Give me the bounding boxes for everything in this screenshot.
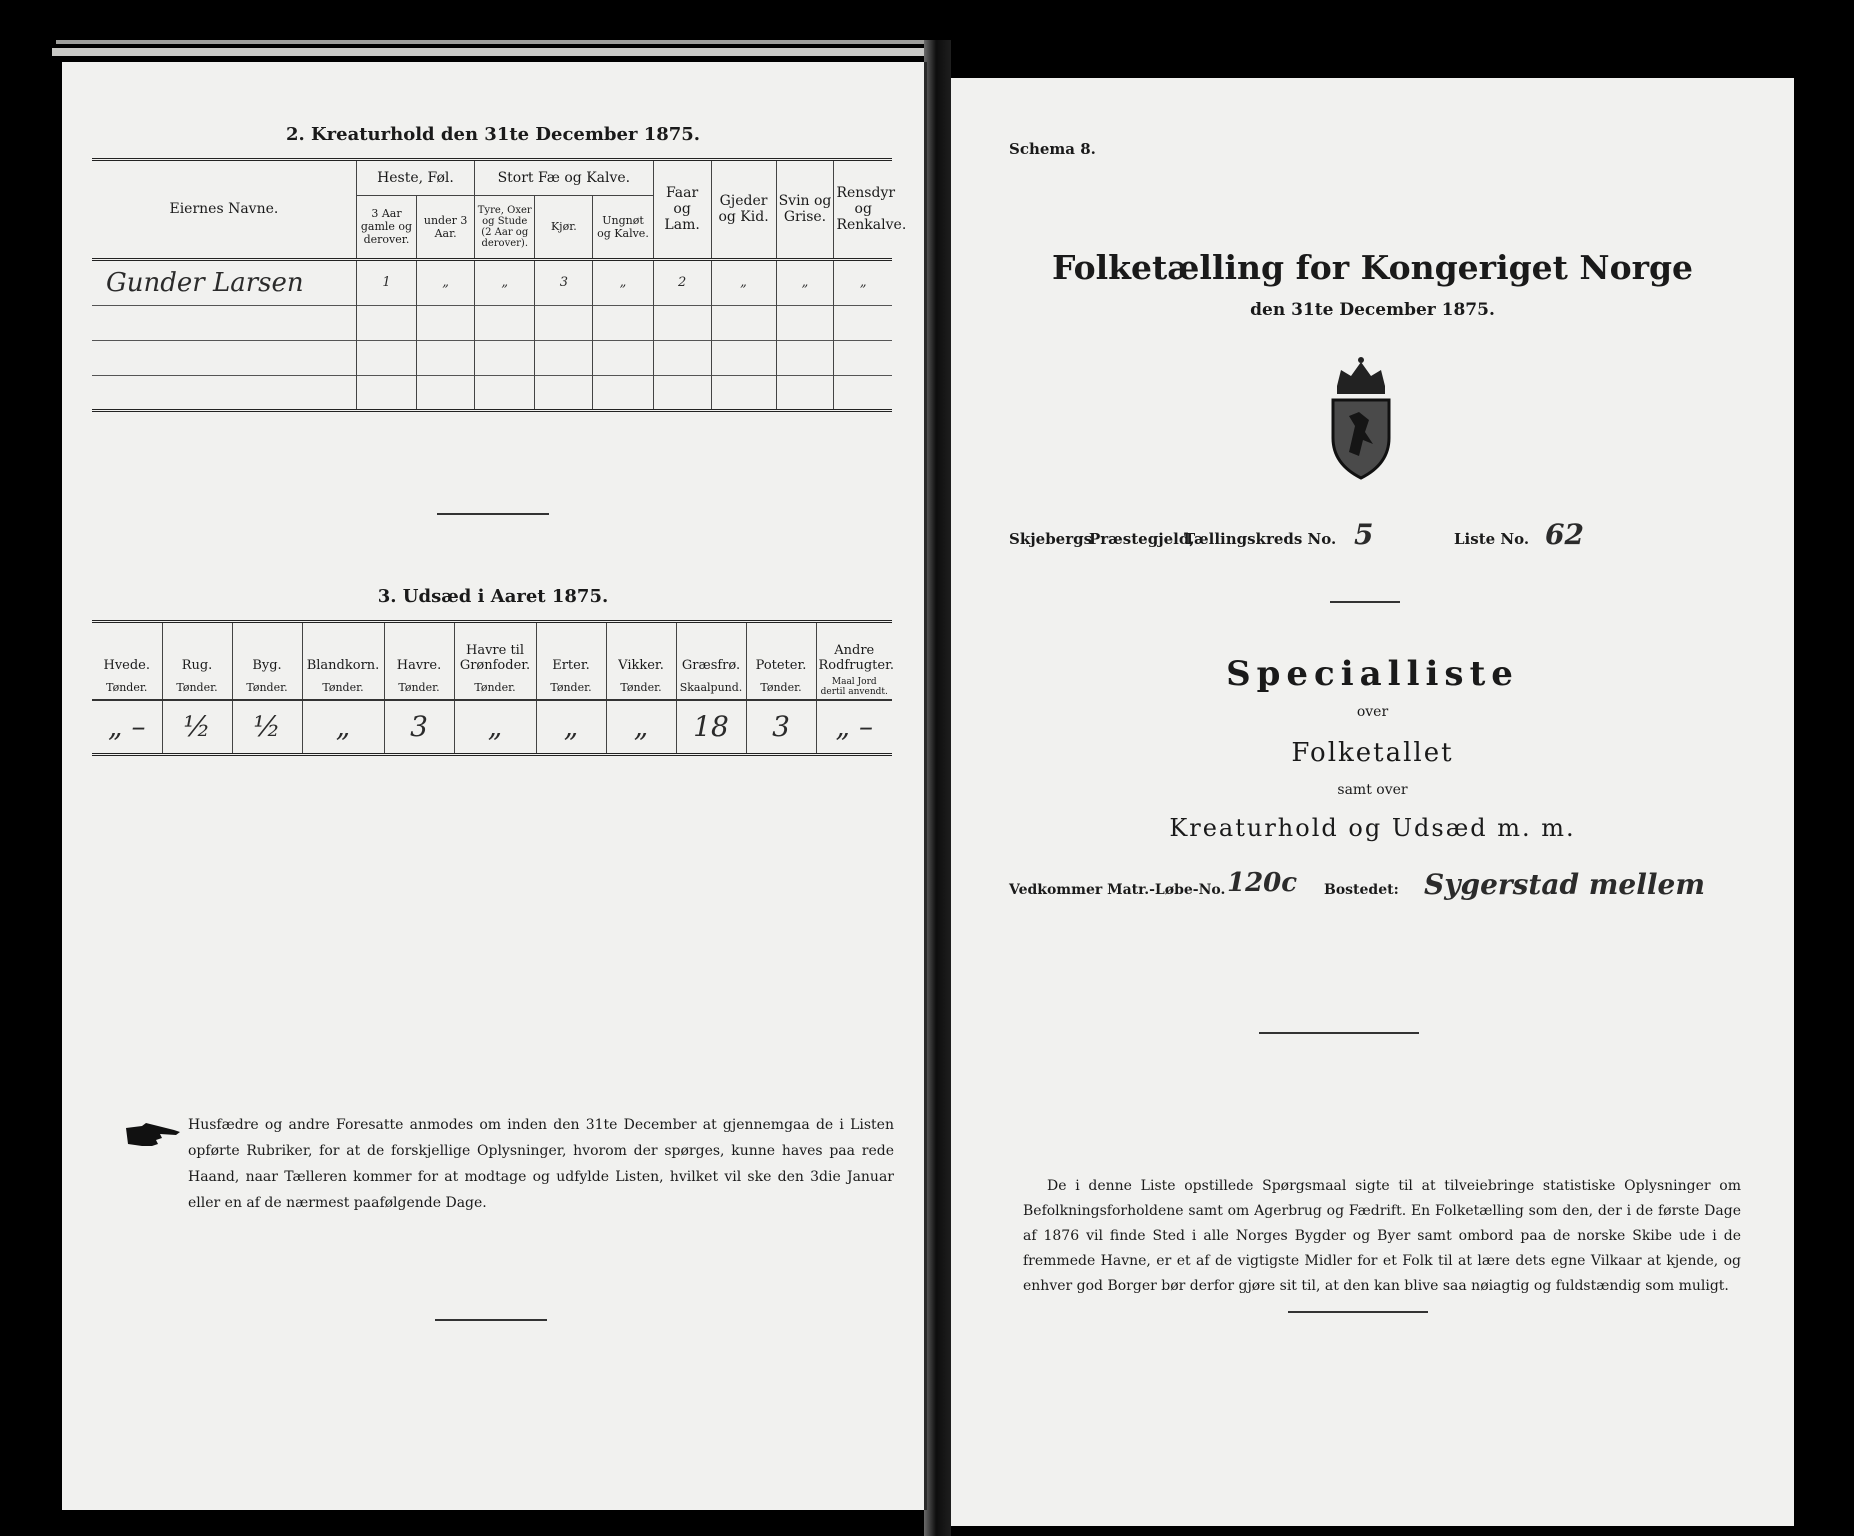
- document-subtitle: den 31te December 1875.: [1250, 300, 1495, 320]
- sowing-value: 3: [746, 700, 816, 754]
- table-row: [92, 375, 892, 410]
- book-spine: [924, 40, 951, 1536]
- sowing-value: „: [606, 700, 676, 754]
- matr-label: Vedkommer Matr.-Løbe-No.: [1009, 882, 1226, 898]
- goats-value: „: [711, 259, 776, 305]
- footer-text: De i denne Liste opstillede Spørgsmaal sigte til at tilveiebringe statistiske Oplysninger om Befolkningsforholdene samt om Agerbrug og Fædrift. En Folketælling som den, der i de første Dage af 1876 vil finde Sted i alle Norges Bygder og Byer samt ombord paa de norske Skibe ude i de fremmede Havne, er et af de vigtigste Midler for et Folk til at lære dets egne Vilkaar at kjende, og enhver god Borger bør derfor gjøre sit til, at den kan blive saa nøiagtig og fuldstændig som muligt.: [1023, 1178, 1741, 1294]
- horses-3plus-header: 3 Aar gamle og derover.: [356, 195, 416, 259]
- sowing-unit: Skaalpund.: [676, 675, 746, 700]
- young-cattle-value: „: [593, 259, 653, 305]
- sowing-header: Havre.: [384, 623, 454, 675]
- sowing-value: 18: [676, 700, 746, 754]
- matr-line: [1009, 868, 1769, 912]
- right-page: [951, 78, 1794, 1526]
- sowing-value: „: [536, 700, 606, 754]
- sowing-unit: Tønder.: [606, 675, 676, 700]
- sheep-header: Faar og Lam.: [653, 161, 711, 259]
- divider: [1259, 1032, 1419, 1034]
- matr-number: 120c: [1227, 868, 1298, 898]
- schema-label: Schema 8.: [1009, 140, 1096, 158]
- horses-under3-value: „: [417, 259, 475, 305]
- horses-3plus-value: 1: [356, 259, 416, 305]
- bulls-value: „: [475, 259, 535, 305]
- coat-of-arms-icon: [1325, 356, 1397, 482]
- kreatur-title: Kreaturhold og Udsæd m. m.: [1169, 814, 1576, 842]
- sowing-value: 3: [384, 700, 454, 754]
- sowing-unit: Tønder.: [302, 675, 384, 700]
- sheep-value: 2: [653, 259, 711, 305]
- sowing-value: ½: [232, 700, 302, 754]
- sowing-value: „ –: [92, 700, 162, 754]
- pigs-value: „: [776, 259, 834, 305]
- district-label: Tællingskreds No.: [1184, 530, 1337, 548]
- sowing-header: Byg.: [232, 623, 302, 675]
- sowing-unit: Tønder.: [384, 675, 454, 700]
- divider: [1330, 601, 1400, 603]
- section2-table: [92, 158, 907, 412]
- table-row: [92, 305, 892, 340]
- sowing-unit: Tønder.: [746, 675, 816, 700]
- pigs-header: Svin og Grise.: [776, 161, 834, 259]
- divider: [1288, 1311, 1428, 1313]
- owner-header: Eiernes Navne.: [92, 161, 356, 259]
- sowing-unit: Tønder.: [92, 675, 162, 700]
- sowing-header: Hvede.: [92, 623, 162, 675]
- parish-name: Skjebergs: [1009, 530, 1093, 548]
- reindeer-value: „: [859, 275, 867, 290]
- page-stack-edge: [52, 48, 932, 56]
- bosted-value: Sygerstad mellem: [1424, 868, 1705, 901]
- parish-label: Præstegjeld,: [1089, 530, 1195, 548]
- sowing-value: „ –: [835, 710, 873, 744]
- sowing-header: Andre Rodfrugter.: [818, 643, 894, 673]
- sowing-value: „: [454, 700, 536, 754]
- section3-table: [92, 620, 892, 756]
- sowing-header: Vikker.: [606, 623, 676, 675]
- owner-name: Gunder Larsen: [92, 259, 356, 305]
- horses-under3-header: under 3 Aar.: [417, 195, 475, 259]
- sowing-header: Græsfrø.: [676, 623, 746, 675]
- sowing-header: Blandkorn.: [302, 623, 384, 675]
- document-title: Folketælling for Kongeriget Norge: [1051, 248, 1694, 287]
- young-cattle-header: Ungnøt og Kalve.: [593, 195, 653, 259]
- list-label: Liste No.: [1454, 530, 1530, 548]
- page-stack-edge: [56, 40, 926, 44]
- divider: [437, 513, 549, 515]
- left-page: [62, 62, 927, 1510]
- sowing-header: Poteter.: [746, 623, 816, 675]
- sowing-value: „: [302, 700, 384, 754]
- folketallet-text: Folketallet: [1291, 738, 1454, 768]
- notice-text: Husfædre og andre Foresatte anmodes om inden den 31te December at gjennemgaa de i Listen opførte Rubriker, for at de forskjellige Oplysninger, hvorom der spørges, kunne haves paa rede Haand, naar Tælleren kommer for at modtage og udfylde Listen, hvilket vil ske den 3die Januar eller en af de nærmest paafølgende Dage.: [188, 1117, 894, 1211]
- bulls-header: Tyre, Oxer og Stude (2 Aar og derover).: [475, 195, 535, 259]
- sowing-header: Rug.: [162, 623, 232, 675]
- district-number: 5: [1354, 518, 1374, 551]
- special-title: Specialliste: [1226, 654, 1519, 694]
- parish-line: [1009, 518, 1769, 558]
- cows-header: Kjør.: [535, 195, 593, 259]
- bosted-label: Bostedet:: [1324, 882, 1399, 898]
- cattle-header: Stort Fæ og Kalve.: [475, 161, 654, 195]
- pointing-hand-icon: [124, 1120, 184, 1150]
- samt-over-text: samt over: [1337, 782, 1408, 798]
- sowing-unit: Maal Jord dertil anvendt.: [820, 677, 888, 697]
- reindeer-header: Rensdyr og Renkalve.: [836, 185, 907, 234]
- goats-header: Gjeder og Kid.: [711, 161, 776, 259]
- sowing-unit: Tønder.: [162, 675, 232, 700]
- sowing-unit: Tønder.: [232, 675, 302, 700]
- over-text: over: [1356, 704, 1389, 720]
- section3-title: 3. Udsæd i Aaret 1875.: [377, 586, 609, 607]
- sowing-header: Havre til Grønfoder.: [454, 623, 536, 675]
- sowing-unit: Tønder.: [454, 675, 536, 700]
- sowing-value: ½: [162, 700, 232, 754]
- cows-value: 3: [535, 259, 593, 305]
- section2-title: 2. Kreaturhold den 31te December 1875.: [285, 124, 701, 145]
- sowing-header: Erter.: [536, 623, 606, 675]
- table-row: [92, 259, 892, 305]
- horses-header: Heste, Føl.: [356, 161, 474, 195]
- table-row: [92, 340, 892, 375]
- sowing-unit: Tønder.: [536, 675, 606, 700]
- list-number: 62: [1545, 518, 1584, 551]
- divider: [435, 1319, 547, 1321]
